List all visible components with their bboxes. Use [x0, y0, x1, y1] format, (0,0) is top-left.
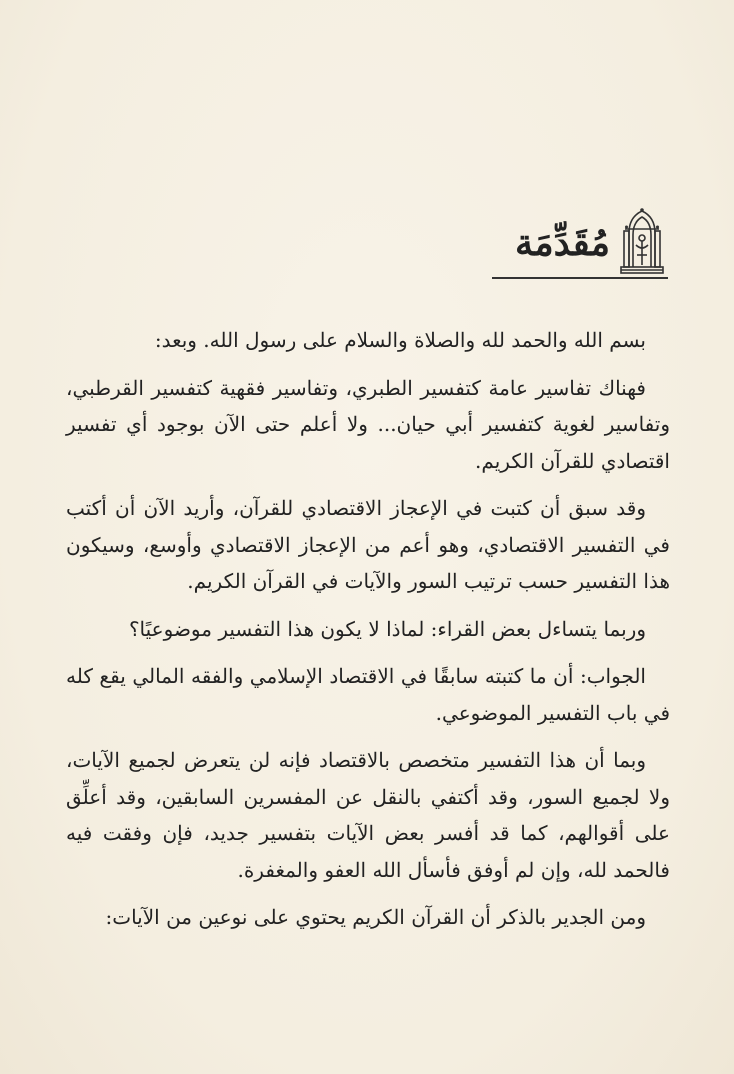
paragraph-scope: وبما أن هذا التفسير متخصص بالاقتصاد فإنه لن يتعرض لجميع الآيات، ولا لجميع السور، وقد أكتفي بالنقل عن المفسرين السابقين، وقد أعلِّق على أقوالهم، كما قد أفسر بعض الآيات بتفسير جديد، فإن وفقت فيه فالحمد لله، وإن لم أوفق فأسأل الله العفو والمغفرة. [66, 748, 670, 882]
heading-underline [492, 277, 668, 279]
paragraph-opening: بسم الله والحمد لله والصلاة والسلام على رسول الله. وبعد: [154, 328, 646, 352]
paragraph-question: وربما يتساءل بعض القراء: لماذا لا يكون هذا التفسير موضوعيًا؟ [128, 616, 646, 641]
paragraph-verse-types: ومن الجدير بالذكر أن القرآن الكريم يحتوي على نوعين من الآيات: [105, 905, 646, 929]
paragraph-answer: الجواب: أن ما كتبته سابقًا في الاقتصاد الإسلامي والفقه المالي يقع كله في باب التفسير الموضوعي. [66, 664, 670, 725]
page-title: مُقَدِّمَة [515, 222, 610, 264]
paragraph-tafsir-types: فهناك تفاسير عامة كتفسير الطبري، وتفاسير فقهية كتفسير القرطبي، وتفاسير لغوية كتفسير أبي حيان... ولا أعلم حتى الآن بوجود أي تفسير اقتصادي للقرآن الكريم. [66, 375, 670, 473]
body-text [66, 322, 670, 946]
arch-ornament-icon [618, 207, 666, 277]
paragraph-economic-tafsir: وقد سبق أن كتبت في الإعجاز الاقتصادي للقرآن، وأريد الآن أن أكتب في التفسير الاقتصادي، وهو أعم من الإعجاز الاقتصادي وأوسع، وسيكون هذا التفسير حسب ترتيب السور والآيات في القرآن الكريم. [66, 496, 670, 593]
section-heading [492, 207, 668, 283]
